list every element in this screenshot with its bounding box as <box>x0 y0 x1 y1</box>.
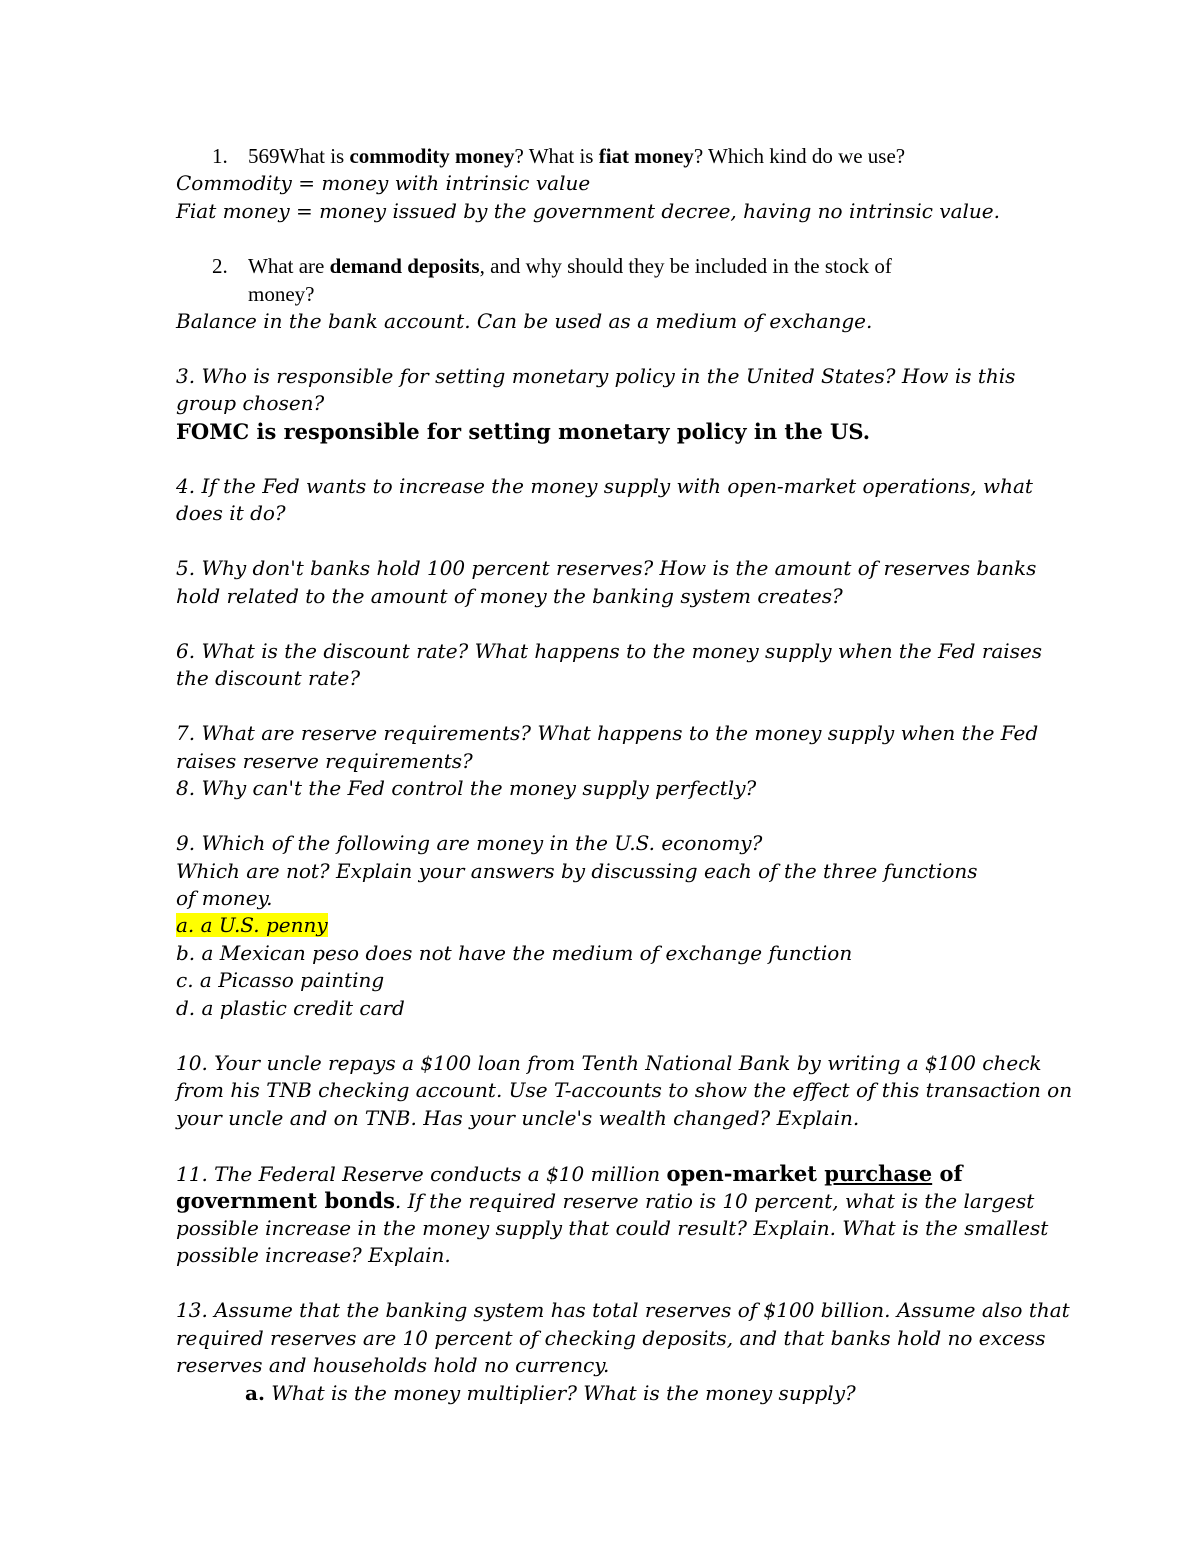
highlighted-answer: a. a U.S. penny <box>176 913 328 937</box>
q7-line2: raises reserve requirements? <box>176 749 473 773</box>
q4-line2: does it do? <box>176 501 286 525</box>
q4-line1: 4. If the Fed wants to increase the money supply with open-market operations, what <box>176 474 1033 498</box>
q11-line2: government bonds. If the required reserve ratio is 10 percent, what is the largest <box>176 1188 1035 1213</box>
q1-number: 1. <box>212 144 228 168</box>
q9-option-c: c. a Picasso painting <box>176 968 385 992</box>
q6-line1: 6. What is the discount rate? What happens to the money supply when the Fed raises <box>176 639 1043 663</box>
q9-option-a <box>176 912 328 939</box>
q9-option-d: d. a plastic credit card <box>176 996 405 1020</box>
q11-line4: possible increase? Explain. <box>176 1243 451 1267</box>
q1-question: 569What is commodity money? What is fiat money? Which kind do we use? <box>248 144 906 168</box>
q11-line1: 11. The Federal Reserve conducts a $10 million open-market purchase of <box>176 1161 963 1186</box>
q11-line3: possible increase in the money supply that could result? Explain. What is the smallest <box>176 1216 1049 1240</box>
q9-line2: Which are not? Explain your answers by discussing each of the three functions <box>176 859 978 883</box>
q9-option-b: b. a Mexican peso does not have the medium of exchange function <box>176 941 853 965</box>
q3-answer: FOMC is responsible for setting monetary policy in the US. <box>176 419 871 444</box>
q10-line3: your uncle and on TNB. Has your uncle's wealth changed? Explain. <box>176 1106 860 1130</box>
q9-line1: 9. Which of the following are money in the U.S. economy? <box>176 831 763 855</box>
q1-answer-fiat: Fiat money = money issued by the government decree, having no intrinsic value. <box>176 199 1001 223</box>
q9-line3: of money. <box>176 886 273 910</box>
q10-line2: from his TNB checking account. Use T-accounts to show the effect of this transaction on <box>176 1078 1073 1102</box>
q6-line2: the discount rate? <box>176 666 361 690</box>
q3-line1: 3. Who is responsible for setting monetary policy in the United States? How is this <box>176 364 1016 388</box>
q7-line1: 7. What are reserve requirements? What happens to the money supply when the Fed <box>176 721 1039 745</box>
q8-line1: 8. Why can't the Fed control the money supply perfectly? <box>176 776 757 800</box>
q2-number: 2. <box>212 254 228 278</box>
q2-question-cont: money? <box>248 282 315 306</box>
q10-line1: 10. Your uncle repays a $100 loan from Tenth National Bank by writing a $100 check <box>176 1051 1042 1075</box>
q1-answer-commodity: Commodity = money with intrinsic value <box>176 171 591 195</box>
q2-answer: Balance in the bank account. Can be used as a medium of exchange. <box>176 309 873 333</box>
q13-line2: required reserves are 10 percent of checking deposits, and that banks hold no excess <box>176 1326 1046 1350</box>
q5-line2: hold related to the amount of money the banking system creates? <box>176 584 843 608</box>
q13-sub-a: a. What is the money multiplier? What is the money supply? <box>245 1381 856 1405</box>
q5-line1: 5. Why don't banks hold 100 percent reserves? How is the amount of reserves banks <box>176 556 1037 580</box>
q3-line2: group chosen? <box>176 391 325 415</box>
q2-question: What are demand deposits, and why should they be included in the stock of <box>248 254 892 278</box>
q13-line3: reserves and households hold no currency. <box>176 1353 610 1377</box>
q13-line1: 13. Assume that the banking system has total reserves of $100 billion. Assume also that <box>176 1298 1070 1322</box>
